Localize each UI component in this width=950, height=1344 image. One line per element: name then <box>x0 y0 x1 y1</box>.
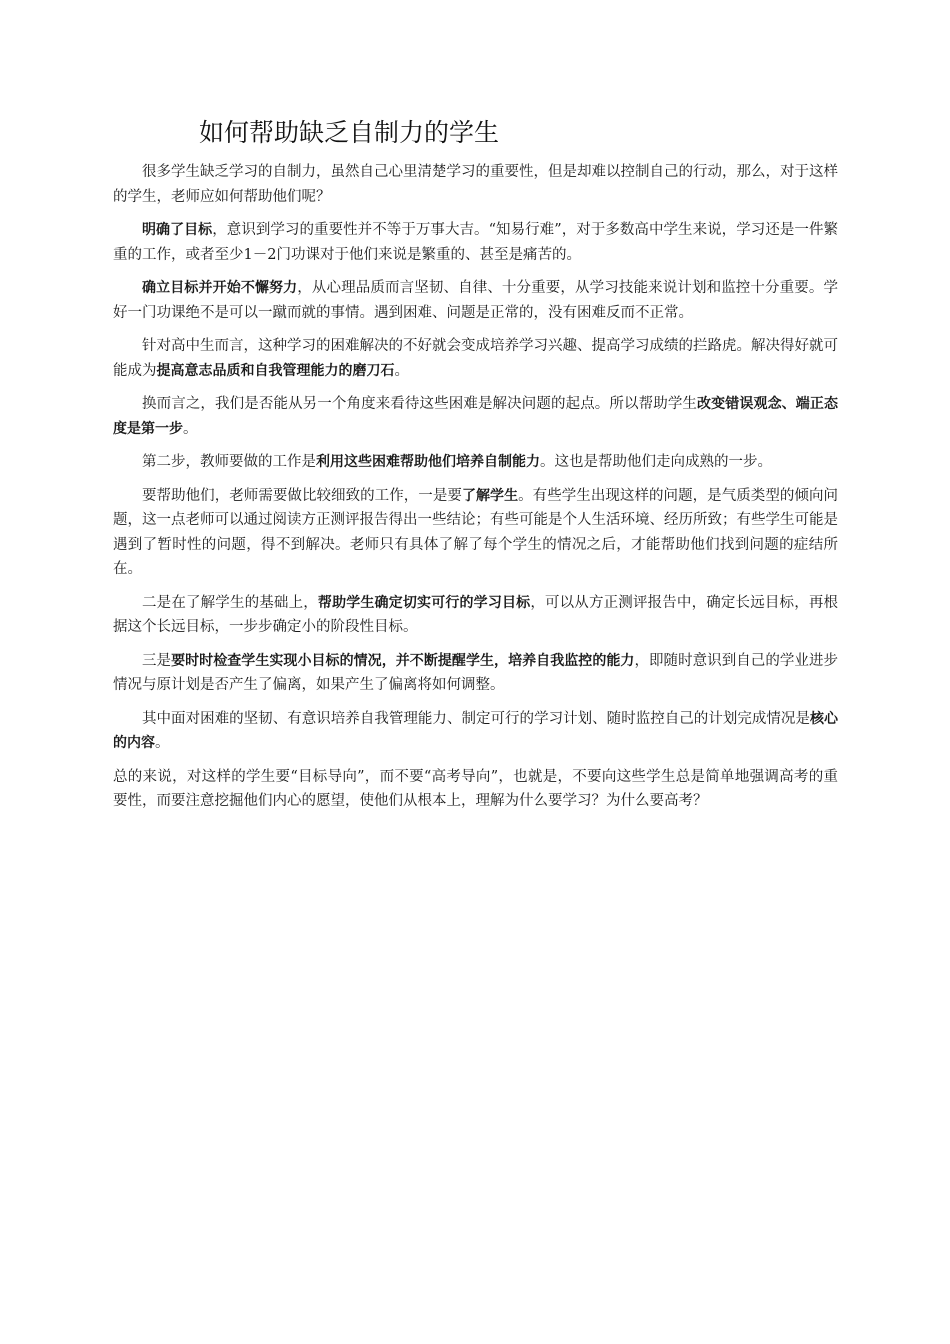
paragraph <box>113 707 838 756</box>
paragraph-text: 。 <box>394 362 409 379</box>
paragraph <box>113 591 838 640</box>
document-title: 如何帮助缺乏自制力的学生 <box>199 118 500 147</box>
paragraph <box>113 160 838 209</box>
document-body <box>113 160 838 814</box>
paragraph-text: 。 <box>155 735 170 751</box>
paragraph-text: ，可以从方正测评报告中，确定长远目标，再根据这个长远目标，一步步确定小的阶段性目标。 <box>113 594 839 635</box>
paragraph <box>113 484 838 582</box>
paragraph-text: 。这也是帮助他们走向成熟的一步。 <box>540 454 772 470</box>
paragraph-text: 。有些学生出现这样的问题，是气质类型的倾向问题，这一点老师可以通过阅读方正测评报告得出一些结论；有些可能是个人生活环境、经历所致；有些学生可能是遇到了暂时性的问题，得不到解决。老师只有具体了解了每个学生的情况之后，才能帮助他们找到问题的症结所在。 <box>113 487 839 577</box>
bold-text: 要时时检查学生实现小目标的情况，并不断提醒学生，培养自我监控的能力 <box>171 652 635 669</box>
bold-text: 帮助学生确定切实可行的学习目标 <box>317 594 531 611</box>
paragraph-text: ，意识到学习的重要性并不等于万事大吉。“知易行难”，对于多数高中学生来说，学习还是一件繁重的工作，或者至少1－2门功课对于他们来说是繁重的、甚至是痛苦的。 <box>113 222 839 263</box>
bold-text: 确立目标并开始不懈努力 <box>142 280 298 296</box>
paragraph-text: 要帮助他们，老师需要做比较细致的工作，一是要 <box>142 487 462 504</box>
paragraph <box>113 218 838 267</box>
paragraph <box>113 649 838 698</box>
bold-text: 了解学生 <box>461 487 519 504</box>
paragraph-text: 很多学生缺乏学习的自制力，虽然自己心里清楚学习的重要性，但是却难以控制自己的行动，那么，对于这样的学生，老师应如何帮助他们呢？ <box>113 164 838 205</box>
document-page <box>113 112 838 823</box>
paragraph-text: 三是 <box>142 652 172 669</box>
paragraph-text: 。 <box>183 420 198 437</box>
paragraph-text: 其中面对困难的坚韧、有意识培养自我管理能力、制定可行的学习计划、随时监控自己的计划完成情况是 <box>142 710 810 727</box>
paragraph-text: 第二步，教师要做的工作是 <box>142 454 316 470</box>
bold-text: 利用这些困难帮助他们培养自制能力 <box>316 454 540 470</box>
paragraph-text: ，即随时意识到自己的学业进步情况与原计划是否产生了偏离，如果产生了偏离将如何调整。 <box>113 652 839 693</box>
paragraph <box>113 276 838 325</box>
bold-text: 提高意志品质和自我管理能力的磨刀石 <box>156 362 395 379</box>
paragraph-text: 换而言之，我们是否能从另一个角度来看待这些困难是解决问题的起点。所以帮助学生 <box>142 396 698 412</box>
bold-text: 核心的内容 <box>113 710 839 751</box>
bold-text: 改变错误观念、端正态度是第一步 <box>113 396 839 437</box>
paragraph <box>113 392 838 441</box>
paragraph-text: 针对高中生而言，这种学习的困难解决的不好就会变成培养学习兴趣、提高学习成绩的拦路虎。解决得好就可能成为 <box>113 338 838 379</box>
paragraph-text: 总的来说，对这样的学生要“目标导向”，而不要“高考导向”，也就是，不要向这些学生总是简单地强调高考的重要性，而要注意挖掘他们内心的愿望，使他们从根本上，理解为什么要学习？为什么要高考？ <box>113 768 838 809</box>
bold-text: 明确了目标 <box>142 222 213 238</box>
paragraph-text: 二是在了解学生的基础上， <box>142 594 318 611</box>
paragraph <box>113 450 838 475</box>
paragraph <box>113 765 838 814</box>
paragraph-text: ，从心理品质而言坚韧、自律、十分重要，从学习技能来说计划和监控十分重要。学好一门功课绝不是可以一蹴而就的事情。遇到困难、问题是正常的，没有困难反而不正常。 <box>113 280 839 321</box>
paragraph <box>113 334 838 383</box>
